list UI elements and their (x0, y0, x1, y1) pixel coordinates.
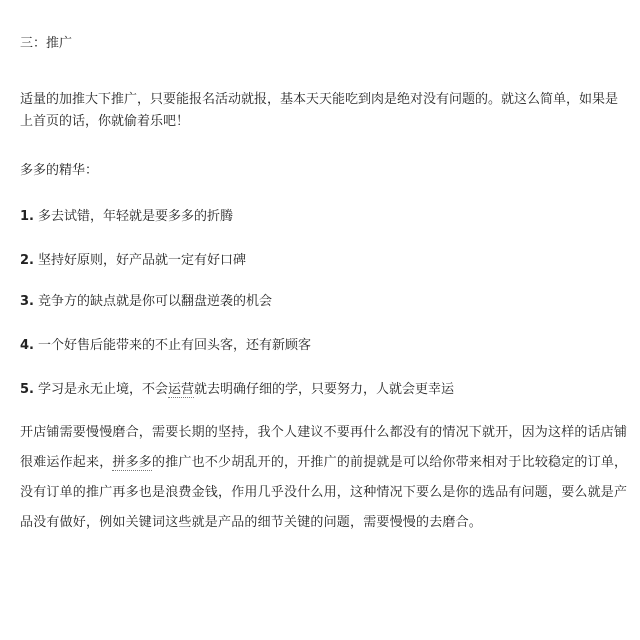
list-item-text: 竞争方的缺点就是你可以翻盘逆袭的机会 (37, 294, 272, 309)
list-item-text-after: 就去明确仔细的学，只要努力，人就会更幸运 (194, 382, 455, 397)
list-item-number: 1. (20, 209, 34, 224)
section-heading: 三：推广 (20, 36, 73, 51)
list-item (20, 250, 630, 272)
list-item-text-before: 学习是永无止境，不会 (37, 382, 168, 397)
list-item (20, 291, 630, 313)
closing-paragraph (20, 418, 630, 538)
list-item-number: 2. (20, 253, 34, 268)
list-item-number: 3. (20, 294, 34, 309)
list-item-text: 坚持好原则，好产品就一定有好口碑 (37, 253, 246, 268)
list-item-text: 多去试错，年轻就是要多多的折腾 (37, 209, 233, 224)
link-operation[interactable]: 运营 (168, 382, 195, 397)
list-item (20, 379, 630, 401)
list-item-text: 一个好售后能带来的不止有回头客，还有新顾客 (37, 338, 311, 353)
list-item (20, 206, 630, 228)
closing-text-after: 的推广也不少胡乱开的，开推广的前提就是可以给你带来相对于比较稳定的订单，没有订单的推广再多也是浪费金钱，作用几乎没什么用，这种情况下要么是你的选品有问题，要么就是产品没有做好，例如关键词这些就是产品的细节关键的问题，需要慢慢的去磨合。 (20, 455, 628, 530)
highlights-title: 多多的精华： (20, 163, 99, 178)
link-pinduoduo[interactable]: 拼多多 (112, 455, 153, 470)
list-item-number: 5. (20, 382, 34, 397)
closing-text-before: 开店铺需要慢慢磨合，需要长期的坚持，我个人建议不要再什么都没有的情况下就开，因为这样的话店铺很难运作起来， (20, 425, 628, 470)
list-item-number: 4. (20, 338, 34, 353)
intro-paragraph: 适量的加推大下推广，只要能报名活动就报，基本天天能吃到肉是绝对没有问题的。就这么简单，如果是上首页的话，你就偷着乐吧！ (20, 92, 619, 129)
list-item (20, 335, 630, 357)
